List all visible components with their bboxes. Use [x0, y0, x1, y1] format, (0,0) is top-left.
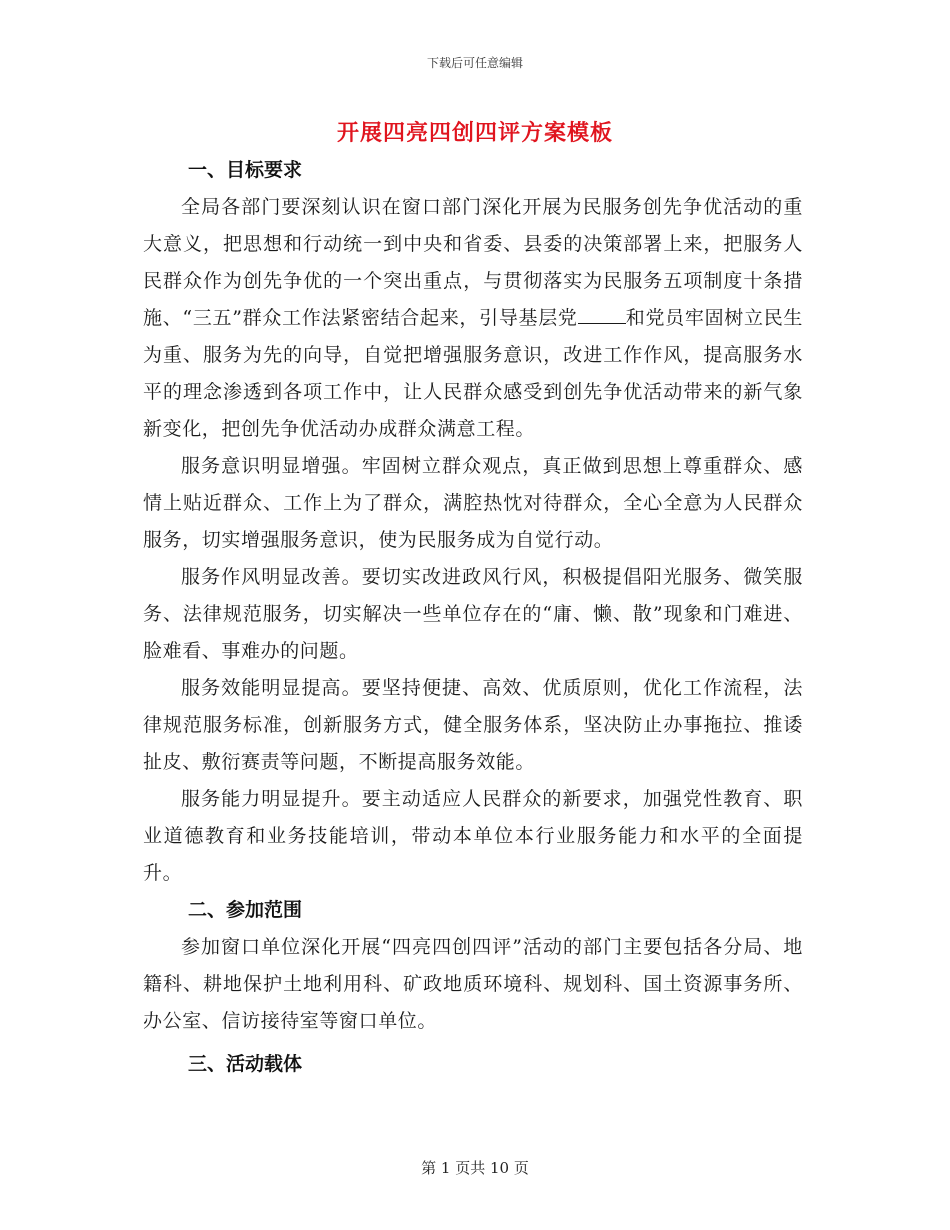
- fill-in-blank: [578, 307, 626, 324]
- document-title: 开展四亮四创四评方案模板: [336, 120, 613, 146]
- paragraph-goal-intro: [143, 189, 803, 448]
- paragraph-service-capacity: 服务能力明显提升。要主动适应人民群众的新要求，加强党性教育、职业道德教育和业务技能培训，带动本单位本行业服务能力和水平的全面提升。: [143, 788, 803, 884]
- section-heading-goals: 一、目标要求: [188, 159, 303, 181]
- paragraph-goal-intro-part2: 和党员牢固树立民生为重、服务为先的向导，自觉把增强服务意识，改进工作作风，提高服务水平的理念渗透到各项工作中，让人民群众感受到创先争优活动带来的新气象新变化，把创先争优活动办成群众满意工程。: [143, 307, 804, 440]
- section-heading-scope: 二、参加范围: [188, 899, 303, 921]
- paragraph-scope: 参加窗口单位深化开展“四亮四创四评”活动的部门主要包括各分局、地籍科、耕地保护土地利用科、矿政地质环境科、规划科、国土资源事务所、办公室、信访接待室等窗口单位。: [143, 936, 803, 1032]
- paragraph-service-efficiency: 服务效能明显提高。要坚持便捷、高效、优质原则，优化工作流程，法律规范服务标准，创新服务方式，健全服务体系，坚决防止办事拖拉、推诿扯皮、敷衍赛责等问题，不断提高服务效能。: [143, 677, 803, 773]
- paragraph-goal-intro-part1: 全局各部门要深刻认识在窗口部门深化开展为民服务创先争优活动的重大意义，把思想和行动统一到中央和省委、县委的决策部署上来，把服务人民群众作为创先争优的一个突出重点，与贯彻落实为民服务五项制度十条措施、“三五”群众工作法紧密结合起来，引导基层党: [143, 196, 803, 329]
- document-body: [143, 152, 803, 1083]
- page-footer: 第 1 页共 10 页: [421, 1159, 529, 1177]
- header-note: 下载后可任意编辑: [426, 56, 523, 70]
- paragraph-service-style: 服务作风明显改善。要切实改进政风行风，积极提倡阳光服务、微笑服务、法律规范服务，切实解决一些单位存在的“庸、懒、散”现象和门难进、脸难看、事难办的问题。: [143, 566, 803, 662]
- paragraph-service-awareness: 服务意识明显增强。牢固树立群众观点，真正做到思想上尊重群众、感情上贴近群众、工作上为了群众，满腔热忱对待群众，全心全意为人民群众服务，切实增强服务意识，使为民服务成为自觉行动。: [143, 455, 803, 551]
- section-heading-activity: 三、活动载体: [188, 1053, 303, 1075]
